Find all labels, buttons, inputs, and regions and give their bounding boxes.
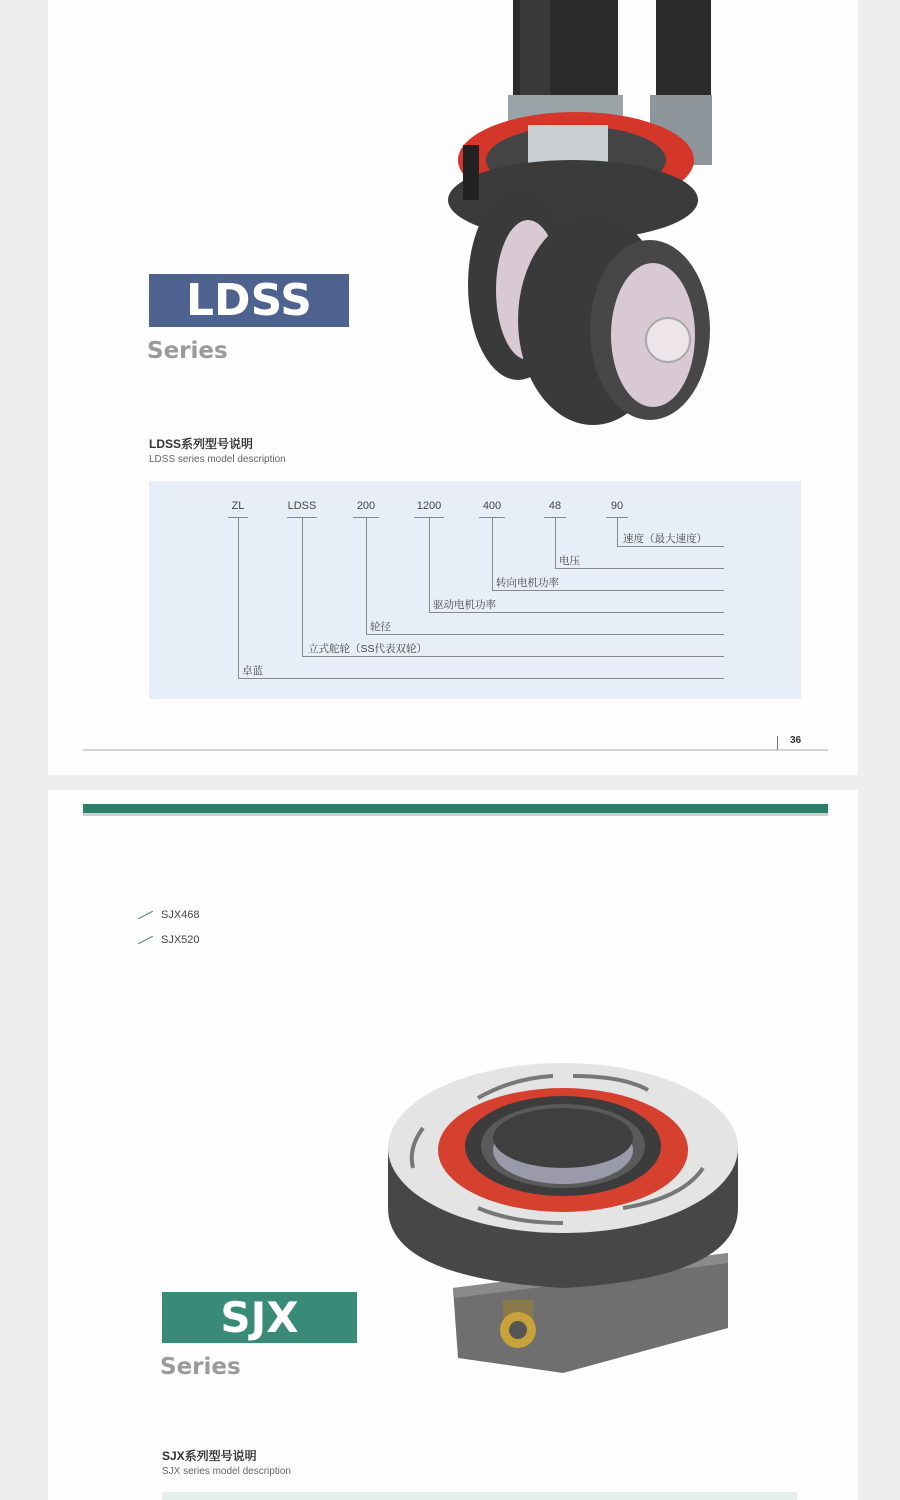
code-label: 速度（最大速度） xyxy=(623,533,707,545)
connector-line xyxy=(366,518,367,634)
code-label: 轮径 xyxy=(370,621,391,633)
code-label: 立式舵轮（SS代表双轮） xyxy=(308,643,428,655)
sjx-description-cn: SJX系列型号说明 xyxy=(162,1449,257,1463)
ldss-model-code-diagram xyxy=(149,481,801,699)
page-header-band xyxy=(83,804,828,813)
model-list-item xyxy=(138,909,200,921)
page-footer-rule xyxy=(83,749,828,751)
model-name: SJX468 xyxy=(161,909,200,921)
connector-line xyxy=(366,634,724,635)
code-part: 48 xyxy=(548,500,562,512)
connector-line xyxy=(238,678,724,679)
page-header-shadow xyxy=(83,813,828,816)
ldss-description-cn: LDSS系列型号说明 xyxy=(149,437,254,451)
sjx-slewing-drive-image xyxy=(383,1058,753,1378)
code-part: LDSS xyxy=(287,500,317,512)
code-label: 驱动电机功率 xyxy=(433,599,496,611)
sjx-description-en: SJX series model description xyxy=(162,1466,291,1477)
page-number: 36 xyxy=(790,735,802,746)
ldss-page xyxy=(48,0,858,775)
sjx-model-code-diagram xyxy=(162,1492,797,1500)
connector-line xyxy=(617,518,618,546)
connector-line xyxy=(555,568,724,569)
connector-line xyxy=(302,518,303,657)
code-part: 90 xyxy=(610,500,624,512)
code-part: 400 xyxy=(482,500,502,512)
ldss-description-en: LDSS series model description xyxy=(149,454,286,465)
model-name: SJX520 xyxy=(161,934,200,946)
connector-line xyxy=(429,518,430,612)
connector-line xyxy=(429,612,724,613)
sjx-page xyxy=(48,790,858,1500)
ldss-series-label: Series xyxy=(147,338,228,364)
sjx-title: SJX xyxy=(162,1292,357,1343)
connector-line xyxy=(492,518,493,590)
page-number-divider xyxy=(777,736,778,750)
code-part: ZL xyxy=(231,500,245,512)
connector-line xyxy=(492,590,724,591)
code-part: 200 xyxy=(356,500,376,512)
connector-line xyxy=(617,546,724,547)
code-label: 电压 xyxy=(559,555,580,567)
sjx-series-label: Series xyxy=(160,1354,241,1380)
connector-line xyxy=(238,518,239,679)
connector-line xyxy=(555,518,556,568)
ldss-title: LDSS xyxy=(149,274,349,327)
slash-icon xyxy=(138,911,153,919)
code-label: 卓蓝 xyxy=(242,665,263,677)
code-part: 1200 xyxy=(416,500,442,512)
slash-icon xyxy=(138,936,153,944)
ldss-drive-wheel-image xyxy=(428,0,748,430)
code-label: 转向电机功率 xyxy=(496,577,559,589)
model-list-item xyxy=(138,934,200,946)
connector-line xyxy=(302,656,724,657)
